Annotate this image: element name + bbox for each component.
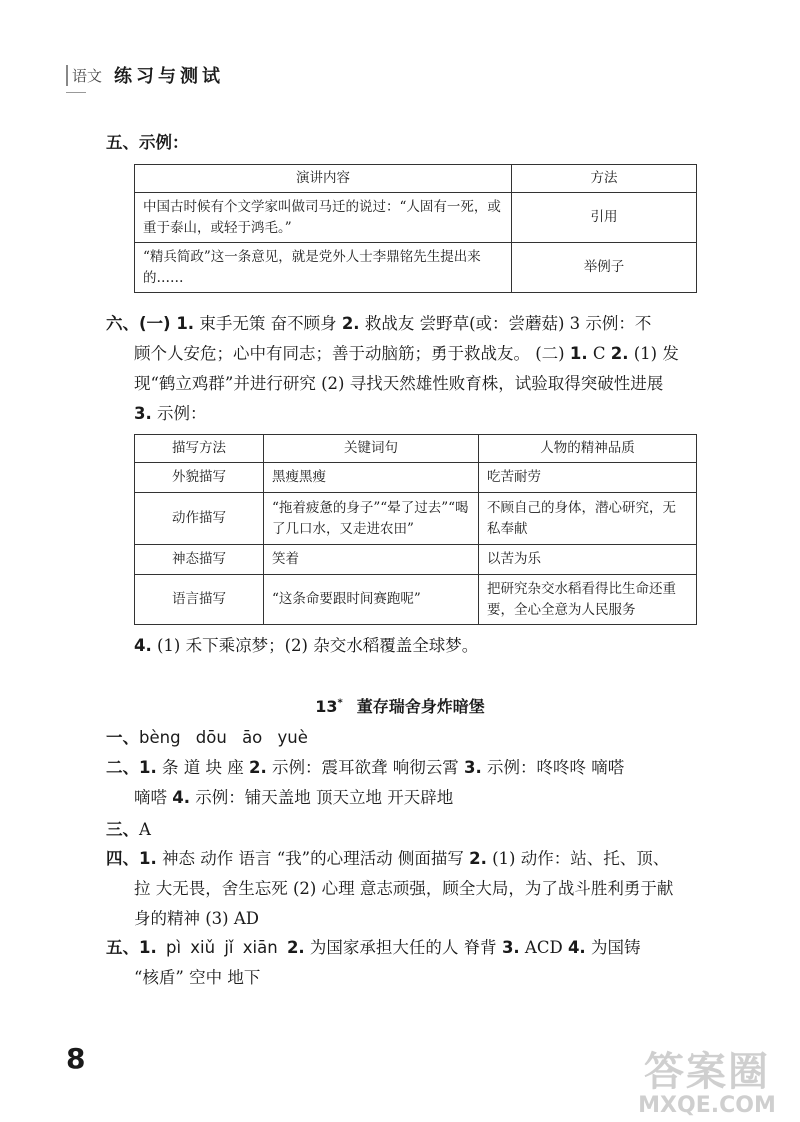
table-header: 人物的精神品质 — [479, 435, 697, 463]
answer-2-line-2: 嘀嗒 4. 示例：铺天盖地 顶天立地 开天辟地 — [134, 788, 454, 807]
speech-method-table — [134, 164, 697, 293]
table-cell: 语言描写 — [135, 575, 264, 625]
section-5-label: 五、示例： — [106, 133, 189, 152]
page-number: 8 — [66, 1042, 86, 1075]
table-cell: 动作描写 — [135, 493, 264, 545]
table-header: 演讲内容 — [135, 165, 512, 193]
answer-1: 一、bèng dōu āo yuè — [106, 728, 308, 747]
answer-6-line-2: 顾个人安危；心中有同志；善于动脑筋；勇于救战友。 (二) 1. C 2. (1) 发 — [134, 344, 679, 363]
answer-5-line-1: 五、1. pì xiǔ jǐ xiān 2. 为国家承担大任的人 脊背 3. ACD 4. 为国铸 — [106, 938, 641, 957]
table-cell: 引用 — [512, 193, 697, 243]
answer-6-line-1: 六、(一) 1. 束手无策 奋不顾身 2. 救战友 尝野草(或：尝蘑菇) 3 示例：不 — [106, 314, 652, 333]
page-header — [66, 62, 224, 88]
answer-6-line-3: 现“鹤立鸡群”并进行研究 (2) 寻找天然雄性败育株，试验取得突破性进展 — [134, 374, 664, 393]
table-cell: 外貌描写 — [135, 463, 264, 493]
lesson-title: 13* 董存瑞舍身炸暗堡 — [315, 697, 485, 716]
answer-6-line-4: 3. 示例： — [134, 404, 207, 423]
answer-3: 三、A — [106, 820, 151, 839]
table-cell: 黑瘦黑瘦 — [264, 463, 479, 493]
table-cell: 以苦为乐 — [479, 545, 697, 575]
answer-4-line-1: 四、1. 神态 动作 语言 “我”的心理活动 侧面描写 2. (1) 动作：站、托、顶、 — [106, 849, 670, 868]
answer-2-line-1: 二、1. 条 道 块 座 2. 示例：震耳欲聋 响彻云霄 3. 示例：咚咚咚 嘀嗒 — [106, 758, 625, 777]
table-header: 方法 — [512, 165, 697, 193]
answer-5-line-2: “核盾” 空中 地下 — [134, 968, 261, 987]
table-header: 描写方法 — [135, 435, 264, 463]
table-cell: 神态描写 — [135, 545, 264, 575]
table-cell: “精兵简政”这一条意见，就是党外人士李鼎铭先生提出来的…… — [135, 243, 512, 293]
header-divider — [66, 92, 86, 93]
answer-6-q4: 4. (1) 禾下乘凉梦；(2) 杂交水稻覆盖全球梦。 — [134, 636, 479, 655]
book-title: 练习与测试 — [114, 66, 225, 87]
subject-label: 语文 — [66, 65, 102, 86]
answer-4-line-3: 身的精神 (3) AD — [134, 909, 260, 928]
table-cell: 中国古时候有个文学家叫做司马迁的说过：“人固有一死，或重于泰山，或轻于鸿毛。” — [135, 193, 512, 243]
table-cell: “拖着疲惫的身子”“晕了过去”“喝了几口水，又走进农田” — [264, 493, 479, 545]
table-cell: 举例子 — [512, 243, 697, 293]
table-cell: 不顾自己的身体，潜心研究，无私奉献 — [479, 493, 697, 545]
table-cell: 把研究杂交水稻看得比生命还重要，全心全意为人民服务 — [479, 575, 697, 625]
table-cell: 笑着 — [264, 545, 479, 575]
table-cell: “这条命要跟时间赛跑呢” — [264, 575, 479, 625]
watermark-logo: 答案圈 MXQE.COM — [638, 1049, 776, 1118]
table-cell: 吃苦耐劳 — [479, 463, 697, 493]
description-method-table — [134, 434, 697, 625]
table-header: 关键词句 — [264, 435, 479, 463]
answer-4-line-2: 拉 大无畏，舍生忘死 (2) 心理 意志顽强，顾全大局，为了战斗胜利勇于献 — [134, 879, 674, 898]
